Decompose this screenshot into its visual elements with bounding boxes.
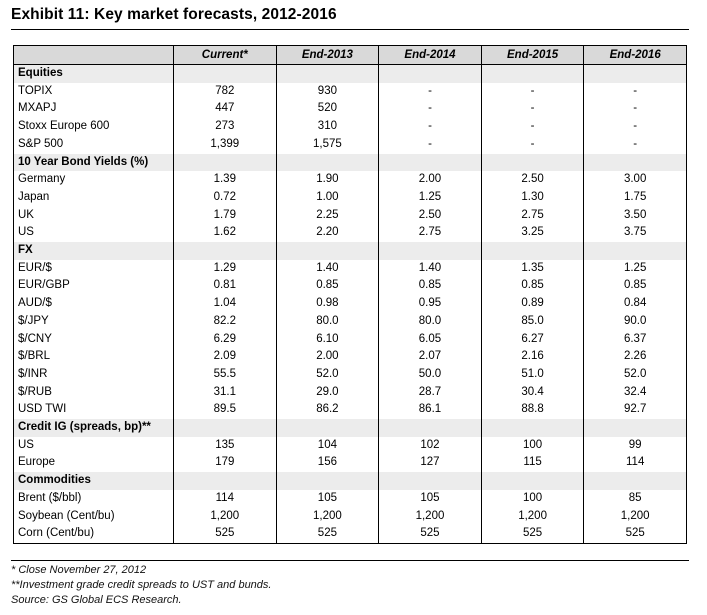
- value-cell: 105: [379, 490, 482, 508]
- value-cell: 1.35: [481, 260, 584, 278]
- row-label: US: [14, 437, 174, 455]
- section-row: [14, 472, 687, 490]
- value-cell: 2.09: [174, 348, 277, 366]
- value-cell: 6.27: [481, 331, 584, 349]
- value-cell: 1,200: [379, 508, 482, 526]
- value-cell: 2.20: [276, 224, 379, 242]
- value-cell: 0.84: [584, 295, 687, 313]
- value-cell: 0.81: [174, 277, 277, 295]
- value-cell: 2.07: [379, 348, 482, 366]
- value-cell: 1,200: [584, 508, 687, 526]
- table-row: [14, 490, 687, 508]
- value-cell: 1.62: [174, 224, 277, 242]
- value-cell: 115: [481, 454, 584, 472]
- value-cell: 135: [174, 437, 277, 455]
- value-cell: [174, 242, 277, 260]
- value-cell: [276, 242, 379, 260]
- section-row: [14, 65, 687, 83]
- row-label: USD TWI: [14, 401, 174, 419]
- value-cell: 447: [174, 100, 277, 118]
- footnote-rule: [11, 560, 689, 561]
- value-cell: 0.85: [584, 277, 687, 295]
- row-label: TOPIX: [14, 83, 174, 101]
- table-row: [14, 171, 687, 189]
- value-cell: 1.39: [174, 171, 277, 189]
- value-cell: 2.75: [481, 207, 584, 225]
- value-cell: 1.29: [174, 260, 277, 278]
- value-cell: 0.95: [379, 295, 482, 313]
- row-label: Japan: [14, 189, 174, 207]
- value-cell: 2.00: [276, 348, 379, 366]
- value-cell: 85.0: [481, 313, 584, 331]
- value-cell: [481, 242, 584, 260]
- value-cell: [584, 472, 687, 490]
- header-cell: End-2015: [481, 46, 584, 65]
- value-cell: 1,399: [174, 136, 277, 154]
- value-cell: [481, 419, 584, 437]
- value-cell: 80.0: [276, 313, 379, 331]
- value-cell: [379, 242, 482, 260]
- section-row: [14, 419, 687, 437]
- value-cell: [276, 154, 379, 172]
- value-cell: 1.75: [584, 189, 687, 207]
- value-cell: [174, 65, 277, 83]
- section-label: Commodities: [14, 472, 174, 490]
- value-cell: 273: [174, 118, 277, 136]
- value-cell: 1.30: [481, 189, 584, 207]
- value-cell: -: [584, 83, 687, 101]
- value-cell: 0.85: [481, 277, 584, 295]
- value-cell: 782: [174, 83, 277, 101]
- row-label: Brent ($/bbl): [14, 490, 174, 508]
- value-cell: [481, 65, 584, 83]
- source-note: Source: GS Global ECS Research.: [11, 594, 182, 606]
- section-label: Credit IG (spreads, bp)**: [14, 419, 174, 437]
- value-cell: 6.05: [379, 331, 482, 349]
- value-cell: 1.25: [584, 260, 687, 278]
- value-cell: 525: [584, 525, 687, 543]
- table-row: [14, 366, 687, 384]
- value-cell: 3.25: [481, 224, 584, 242]
- value-cell: -: [584, 100, 687, 118]
- header-cell: End-2014: [379, 46, 482, 65]
- value-cell: 1.40: [379, 260, 482, 278]
- value-cell: 1.90: [276, 171, 379, 189]
- row-label: Germany: [14, 171, 174, 189]
- value-cell: 6.10: [276, 331, 379, 349]
- value-cell: -: [379, 136, 482, 154]
- value-cell: [379, 154, 482, 172]
- value-cell: 6.29: [174, 331, 277, 349]
- section-label: FX: [14, 242, 174, 260]
- value-cell: -: [584, 118, 687, 136]
- footnote: **Investment grade credit spreads to UST and bunds.: [11, 579, 272, 591]
- exhibit-title: Exhibit 11: Key market forecasts, 2012-2016: [11, 6, 337, 23]
- row-label: $/CNY: [14, 331, 174, 349]
- table-row: [14, 207, 687, 225]
- table-row: [14, 295, 687, 313]
- value-cell: 55.5: [174, 366, 277, 384]
- value-cell: 85: [584, 490, 687, 508]
- value-cell: 0.72: [174, 189, 277, 207]
- table-row: [14, 224, 687, 242]
- table-row: [14, 384, 687, 402]
- row-label: $/JPY: [14, 313, 174, 331]
- value-cell: 88.8: [481, 401, 584, 419]
- value-cell: -: [379, 100, 482, 118]
- section-label: 10 Year Bond Yields (%): [14, 154, 174, 172]
- value-cell: 50.0: [379, 366, 482, 384]
- value-cell: [276, 472, 379, 490]
- value-cell: 32.4: [584, 384, 687, 402]
- value-cell: 1.04: [174, 295, 277, 313]
- value-cell: -: [584, 136, 687, 154]
- value-cell: [379, 419, 482, 437]
- header-cell: End-2013: [276, 46, 379, 65]
- value-cell: [379, 472, 482, 490]
- value-cell: 2.75: [379, 224, 482, 242]
- row-label: $/BRL: [14, 348, 174, 366]
- value-cell: 3.75: [584, 224, 687, 242]
- value-cell: 1,200: [276, 508, 379, 526]
- value-cell: -: [379, 83, 482, 101]
- value-cell: [174, 419, 277, 437]
- value-cell: -: [379, 118, 482, 136]
- value-cell: [481, 154, 584, 172]
- value-cell: 525: [379, 525, 482, 543]
- table-row: [14, 136, 687, 154]
- value-cell: 6.37: [584, 331, 687, 349]
- table-row: [14, 313, 687, 331]
- value-cell: [174, 154, 277, 172]
- value-cell: [379, 65, 482, 83]
- section-row: [14, 154, 687, 172]
- value-cell: 0.98: [276, 295, 379, 313]
- value-cell: 2.50: [481, 171, 584, 189]
- value-cell: 525: [174, 525, 277, 543]
- value-cell: 102: [379, 437, 482, 455]
- value-cell: [481, 472, 584, 490]
- header-row: [14, 46, 687, 65]
- table-row: [14, 401, 687, 419]
- table-row: [14, 331, 687, 349]
- row-label: EUR/GBP: [14, 277, 174, 295]
- value-cell: 51.0: [481, 366, 584, 384]
- value-cell: 1.40: [276, 260, 379, 278]
- value-cell: 2.16: [481, 348, 584, 366]
- value-cell: 114: [584, 454, 687, 472]
- footnote: * Close November 27, 2012: [11, 564, 147, 576]
- table-row: [14, 118, 687, 136]
- table-row: [14, 277, 687, 295]
- section-label: Equities: [14, 65, 174, 83]
- value-cell: 114: [174, 490, 277, 508]
- value-cell: 28.7: [379, 384, 482, 402]
- value-cell: 1.25: [379, 189, 482, 207]
- value-cell: 1,200: [174, 508, 277, 526]
- value-cell: 0.89: [481, 295, 584, 313]
- value-cell: 1.79: [174, 207, 277, 225]
- table-row: [14, 189, 687, 207]
- title-rule: [11, 29, 689, 30]
- value-cell: 525: [481, 525, 584, 543]
- header-cell: Current*: [174, 46, 277, 65]
- value-cell: -: [481, 83, 584, 101]
- row-label: Stoxx Europe 600: [14, 118, 174, 136]
- value-cell: 2.00: [379, 171, 482, 189]
- value-cell: [276, 419, 379, 437]
- value-cell: [584, 154, 687, 172]
- value-cell: 310: [276, 118, 379, 136]
- value-cell: 3.00: [584, 171, 687, 189]
- footnotes: [11, 563, 271, 608]
- value-cell: 100: [481, 437, 584, 455]
- value-cell: 92.7: [584, 401, 687, 419]
- value-cell: [584, 65, 687, 83]
- row-label: AUD/$: [14, 295, 174, 313]
- row-label: Soybean (Cent/bu): [14, 508, 174, 526]
- value-cell: [584, 242, 687, 260]
- value-cell: 0.85: [276, 277, 379, 295]
- table-row: [14, 525, 687, 543]
- table-row: [14, 348, 687, 366]
- value-cell: 525: [276, 525, 379, 543]
- value-cell: 30.4: [481, 384, 584, 402]
- value-cell: 1,200: [481, 508, 584, 526]
- value-cell: [174, 472, 277, 490]
- row-label: Europe: [14, 454, 174, 472]
- value-cell: 1,575: [276, 136, 379, 154]
- header-cell: [14, 46, 174, 65]
- value-cell: 104: [276, 437, 379, 455]
- value-cell: 105: [276, 490, 379, 508]
- row-label: $/RUB: [14, 384, 174, 402]
- table-row: [14, 508, 687, 526]
- row-label: Corn (Cent/bu): [14, 525, 174, 543]
- value-cell: 89.5: [174, 401, 277, 419]
- value-cell: 82.2: [174, 313, 277, 331]
- value-cell: 52.0: [276, 366, 379, 384]
- value-cell: 0.85: [379, 277, 482, 295]
- value-cell: [276, 65, 379, 83]
- value-cell: 29.0: [276, 384, 379, 402]
- value-cell: 179: [174, 454, 277, 472]
- value-cell: -: [481, 136, 584, 154]
- value-cell: 2.50: [379, 207, 482, 225]
- forecast-table: [13, 45, 687, 544]
- row-label: MXAPJ: [14, 100, 174, 118]
- section-row: [14, 242, 687, 260]
- value-cell: 2.25: [276, 207, 379, 225]
- row-label: S&P 500: [14, 136, 174, 154]
- header-cell: End-2016: [584, 46, 687, 65]
- value-cell: 52.0: [584, 366, 687, 384]
- value-cell: 127: [379, 454, 482, 472]
- row-label: UK: [14, 207, 174, 225]
- value-cell: -: [481, 100, 584, 118]
- table-body: [14, 65, 687, 544]
- value-cell: 156: [276, 454, 379, 472]
- row-label: EUR/$: [14, 260, 174, 278]
- value-cell: 86.2: [276, 401, 379, 419]
- value-cell: 1.00: [276, 189, 379, 207]
- table-row: [14, 260, 687, 278]
- value-cell: 99: [584, 437, 687, 455]
- row-label: $/INR: [14, 366, 174, 384]
- value-cell: 930: [276, 83, 379, 101]
- value-cell: 100: [481, 490, 584, 508]
- value-cell: -: [481, 118, 584, 136]
- value-cell: 80.0: [379, 313, 482, 331]
- value-cell: 90.0: [584, 313, 687, 331]
- row-label: US: [14, 224, 174, 242]
- value-cell: 520: [276, 100, 379, 118]
- value-cell: 2.26: [584, 348, 687, 366]
- table-row: [14, 454, 687, 472]
- table-row: [14, 437, 687, 455]
- table-row: [14, 100, 687, 118]
- value-cell: 3.50: [584, 207, 687, 225]
- table-row: [14, 83, 687, 101]
- value-cell: 31.1: [174, 384, 277, 402]
- value-cell: [584, 419, 687, 437]
- value-cell: 86.1: [379, 401, 482, 419]
